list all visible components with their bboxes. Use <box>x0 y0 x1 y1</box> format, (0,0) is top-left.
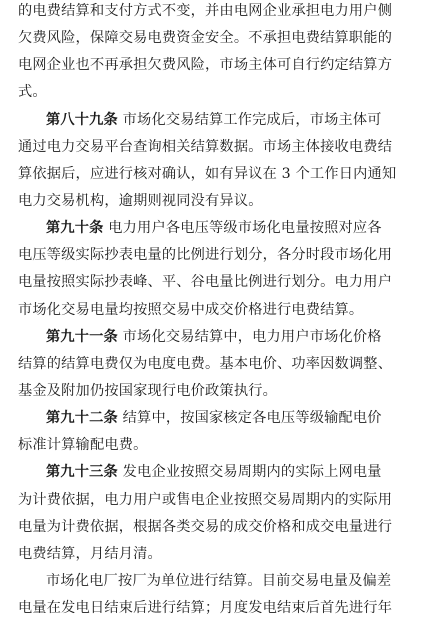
paragraph-first-line <box>46 217 382 239</box>
text-line: 式。 <box>18 84 47 101</box>
text-line: 为计费依据，电力用户或售电企业按照交易周期内的实际用 <box>18 491 393 508</box>
text-line: 市场化电厂按厂为单位进行结算。目前交易电量及偏差 <box>46 572 392 589</box>
text-segment: 市场化交易结算中，电力用户市场化价格 <box>122 328 382 345</box>
article-number: 第九十三条 <box>46 464 118 481</box>
paragraph-first-line <box>46 407 382 429</box>
text-line: 电费结算，月结月清。 <box>18 545 162 562</box>
text-line: 市场化交易电量均按照交易中成交价格进行电费结算。 <box>18 301 364 318</box>
text-line: 电量按照实际抄表峰、平、谷电量比例进行划分。电力用户 <box>18 274 393 291</box>
paragraph-first-line <box>46 109 382 131</box>
text-line: 电压等级实际抄表电量的比例进行划分，各分时段市场化用 <box>18 247 393 264</box>
text-line: 的电费结算和支付方式不变，并由电网企业承担电力用户侧 <box>18 3 393 19</box>
text-line: 算依据后，应进行核对确认，如有异议在 3 个工作日内通知 <box>18 165 397 182</box>
paragraph-first-line <box>46 326 382 348</box>
text-segment: 电力用户各电压等级市场化电量按照对应各 <box>108 220 382 237</box>
article-number: 第九十二条 <box>46 410 118 426</box>
text-line: 欠费风险，保障交易电费资金安全。不承担电费结算职能的 <box>18 30 393 47</box>
text-segment: 发电企业按照交易周期内的实际上网电量 <box>122 464 382 481</box>
article-number: 第九十条 <box>46 220 104 237</box>
text-line: 电量在发电日结束后进行结算；月度发电结束后首先进行年 <box>18 600 393 616</box>
text-segment: 结算中，按国家核定各电压等级输配电价 <box>122 410 382 426</box>
text-line: 电网企业也不再承担欠费风险，市场主体可自行约定结算方 <box>18 57 393 74</box>
text-line: 结算的结算电费仅为电度电费。基本电价、功率因数调整、 <box>18 355 393 372</box>
text-line: 电力交易机构，逾期则视同没有异议。 <box>18 193 263 209</box>
paragraph-first-line <box>46 461 382 483</box>
text-line: 标准计算输配电费。 <box>18 437 148 454</box>
text-line: 电量为计费依据，根据各类交易的成交价格和成交电量进行 <box>18 518 393 535</box>
text-segment: 市场化交易结算工作完成后，市场主体可 <box>122 111 382 128</box>
article-number: 第八十九条 <box>46 111 118 128</box>
text-line: 通过电力交易平台查询相关结算数据。市场主体接收电费结 <box>18 138 393 155</box>
text-line: 基金及附加仍按国家现行电价政策执行。 <box>18 382 277 399</box>
article-number: 第九十一条 <box>46 328 118 345</box>
